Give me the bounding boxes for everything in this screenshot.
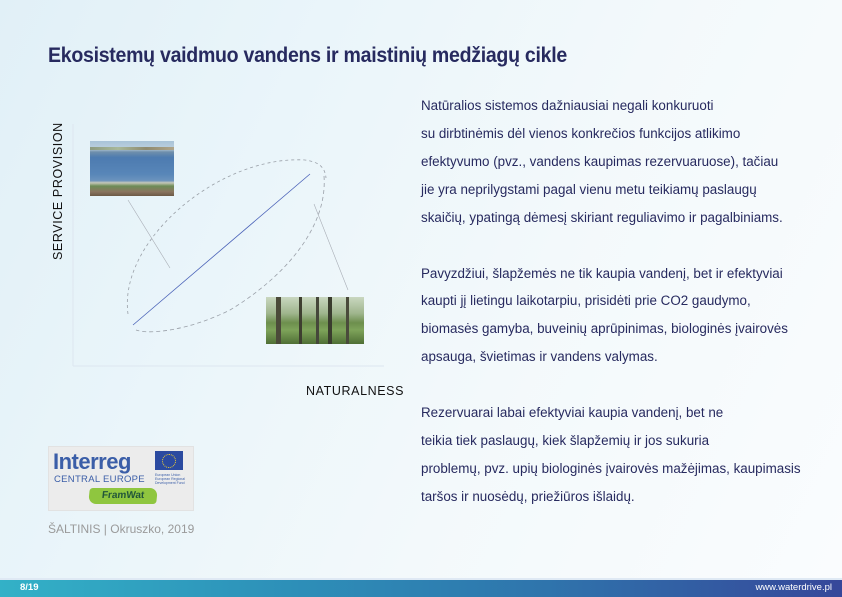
- wetland-pointer: [314, 204, 348, 290]
- page-indicator: 8/19: [20, 582, 39, 593]
- text-line: problemų, pvz. upių biologinės įvairovės mažėjimas, kaupimasis: [421, 460, 801, 476]
- slide-title: Ekosistemų vaidmuo vandens ir maistinių medžiagų cikle: [48, 44, 567, 67]
- interreg-framwat-logo: [48, 446, 194, 511]
- website-link[interactable]: www.waterdrive.pl: [755, 582, 832, 593]
- text-line: taršos ir nuosėdų, priežiūros išlaidų.: [421, 488, 635, 504]
- text-line: jie yra neprilygstami pagal vienu metu teikiamų paslaugų: [421, 181, 757, 197]
- body-text: [421, 92, 831, 511]
- paragraph-3: [421, 399, 831, 511]
- text-line: skaičių, ypatingą dėmesį skiriant reguliavimo ir pagalbiniams.: [421, 209, 783, 225]
- text-line: su dirbtinėmis dėl vienos konkrečios funkcijos atlikimo: [421, 125, 741, 141]
- y-axis-label: SERVICE PROVISION: [51, 122, 65, 260]
- eu-flag-icon: [155, 451, 183, 470]
- text-line: efektyvumo (pvz., vandens kaupimas rezervuaruose), tačiau: [421, 153, 779, 169]
- paragraph-1: [421, 92, 831, 232]
- reservoir-photo: [90, 141, 174, 196]
- paragraph-2: [421, 260, 831, 372]
- footer-bar: [0, 578, 842, 597]
- logo-program: CENTRAL EUROPE: [54, 474, 145, 485]
- source-citation: ŠALTINIS | Okruszko, 2019: [48, 522, 195, 536]
- text-line: teikia tiek paslaugų, kiek šlapžemių ir jos sukuria: [421, 433, 710, 449]
- text-line: Pavyzdžiui, šlapžemės ne tik kaupia vandenį, bet ir efektyviai: [421, 265, 783, 281]
- text-line: apsauga, švietimas ir vandens valymas.: [421, 349, 658, 365]
- wetland-photo: [266, 297, 364, 344]
- text-line: Natūralios sistemos dažniausiai negali konkuruoti: [421, 98, 714, 113]
- text-line: kaupti jį lietingu laikotarpiu, prisidėti prie CO2 gaudymo,: [421, 293, 751, 309]
- x-axis-label: NATURALNESS: [306, 384, 405, 398]
- text-line: Rezervuarai labai efektyviai kaupia vandenį, bet ne: [421, 405, 724, 421]
- logo-project: FramWat: [88, 488, 158, 504]
- reservoir-pointer: [128, 200, 170, 268]
- logo-eu-text: European Union European Regional Development Fund: [155, 473, 185, 485]
- text-line: biomasės gamyba, buveinių aprūpinimas, biologinės įvairovės: [421, 321, 788, 337]
- logo-brand: Interreg: [53, 449, 131, 474]
